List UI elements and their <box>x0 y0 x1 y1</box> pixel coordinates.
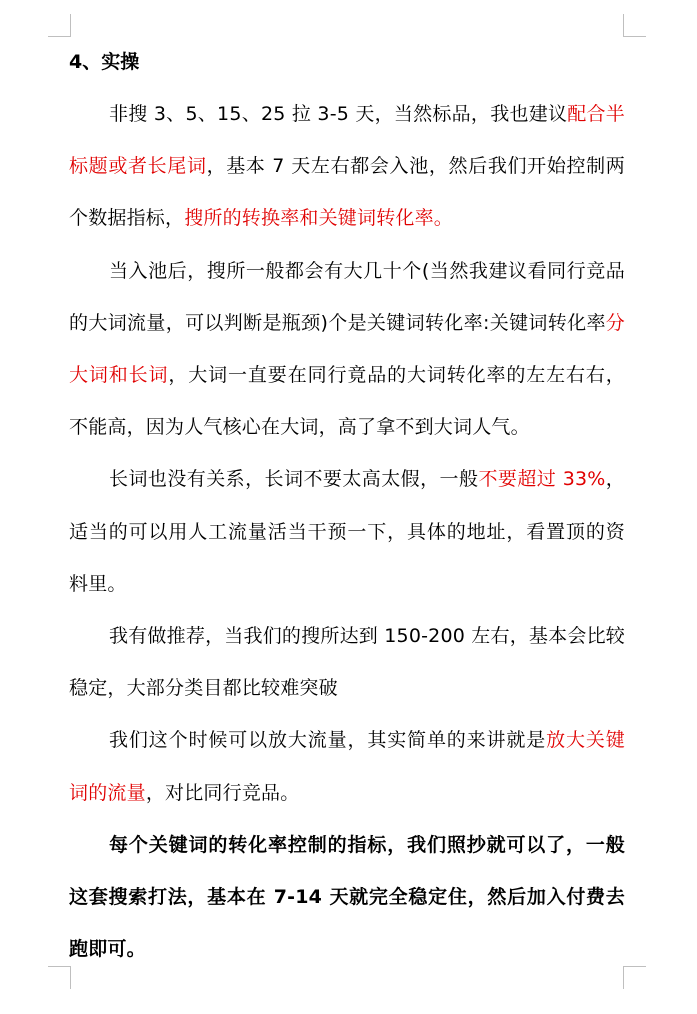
text-run: 我们这个时候可以放大流量，其实简单的来讲就是 <box>109 729 547 752</box>
page-corner-mark-bottom-right <box>623 966 646 989</box>
text-run: 长词也没有关系，长词不要太高太假，一般 <box>109 468 479 491</box>
paragraph-2 <box>69 245 625 454</box>
page-corner-mark-top-left <box>48 14 71 37</box>
highlighted-text-run: 不要超过 33% <box>478 468 606 491</box>
paragraph-3 <box>69 453 625 610</box>
highlighted-text-run: 放大关键词的流量 <box>69 729 625 804</box>
highlighted-text-run: 配合半标题或者长尾词 <box>69 103 625 178</box>
bold-text-run: 每个关键词的转化率控制的指标，我们照抄就可以了，一般这套搜索打法，基本在 7-14 天就完全稳定住，然后加入付费去跑即可。 <box>69 833 625 961</box>
paragraph-1 <box>69 88 625 245</box>
document-page <box>69 36 625 975</box>
paragraph-5 <box>69 714 625 818</box>
text-run: 我有做推荐，当我们的搜所达到 150-200 左右，基本会比较稳定，大部分类目都比较难突破 <box>69 625 625 700</box>
paragraph-4 <box>69 610 625 714</box>
text-run: 非搜 3、5、15、25 拉 3-5 天，当然标品，我也建议 <box>109 103 568 125</box>
text-run: ，基本 7 天左右都会入池，然后我们开始控制两个数据指标， <box>69 155 625 230</box>
page-corner-mark-bottom-left <box>48 966 71 989</box>
text-run: 当入池后，搜所一般都会有大几十个(当然我建议看同行竞品的大词流量，可以判断是瓶颈)个是关键词转化率:关键词转化率 <box>69 259 625 334</box>
highlighted-text-run: 搜所的转换率和关键词转化率。 <box>184 207 454 230</box>
text-run: ，大词一直要在同行竟品的大词转化率的左左右右，不能高，因为人气核心在大词，高了拿不到大词人气。 <box>69 364 625 439</box>
section-heading: 4、实操 <box>69 51 140 73</box>
paragraph-6-bold-summary <box>69 819 625 976</box>
text-run: ，适当的可以用人工流量活当干预一下，具体的地址，看置顶的资料里。 <box>69 468 625 595</box>
highlighted-text-run: 分大词和长词 <box>69 311 625 387</box>
page-corner-mark-top-right <box>623 14 646 37</box>
text-run: ，对比同行竞品。 <box>145 781 300 804</box>
